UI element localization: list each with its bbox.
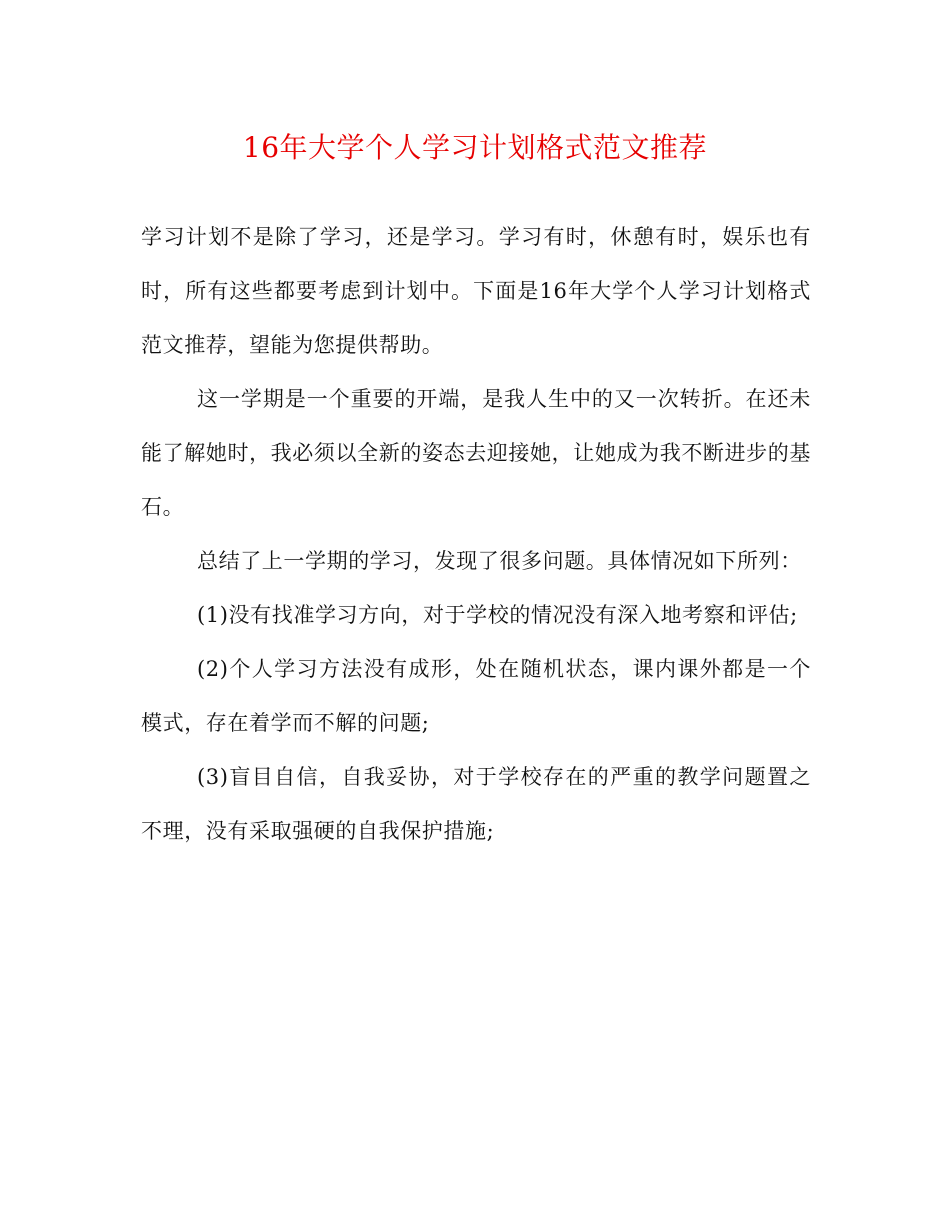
- paragraph-summary: 总结了上一学期的学习，发现了很多问题。具体情况如下所列：: [197, 549, 802, 573]
- list-item-3: (3)盲目自信，自我妥协，对于学校存在的严重的教学问题置之不理，没有采取强硬的自我保护措施;: [141, 765, 811, 843]
- paragraph-semester-start: 这一学期是一个重要的开端，是我人生中的又一次转折。在还未能了解她时，我必须以全新的姿态去迎接她，让她成为我不断进步的基石。: [141, 387, 811, 519]
- paragraph-intro: 学习计划不是除了学习，还是学习。学习有时，休憩有时，娱乐也有时，所有这些都要考虑到计划中。下面是16年大学个人学习计划格式范文推荐，望能为您提供帮助。: [141, 225, 811, 357]
- list-item-1: (1)没有找准学习方向，对于学校的情况没有深入地考察和评估;: [197, 603, 798, 627]
- list-item-2: (2)个人学习方法没有成形，处在随机状态，课内课外都是一个模式，存在着学而不解的问题;: [141, 657, 811, 735]
- document-title: 16年大学个人学习计划格式范文推荐: [242, 131, 708, 164]
- document-body: [141, 210, 811, 858]
